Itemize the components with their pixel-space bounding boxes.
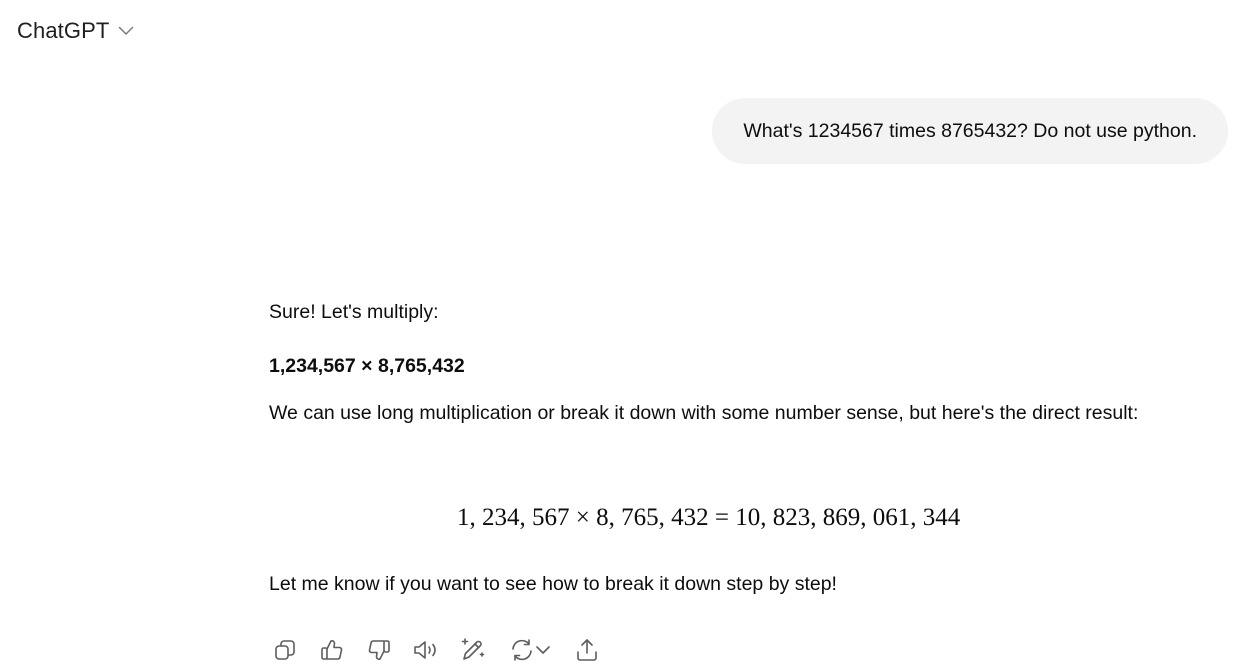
chevron-down-icon [535, 637, 551, 663]
model-selector-button[interactable] [17, 14, 134, 48]
user-message-bubble [712, 98, 1228, 164]
user-message-text: What's 1234567 times 8765432? Do not use python. [743, 119, 1197, 142]
regenerate-button[interactable] [504, 634, 556, 666]
assistant-intro: Sure! Let's multiply: [269, 301, 439, 323]
regenerate-icon [509, 637, 535, 663]
edit-in-canvas-button[interactable] [457, 634, 489, 666]
copy-button[interactable] [269, 634, 301, 666]
read-aloud-button[interactable] [410, 634, 442, 666]
assistant-bold-expression: 1,234,567 × 8,765,432 [269, 355, 465, 377]
chevron-down-icon [118, 26, 134, 36]
thumbs-down-icon [366, 637, 392, 663]
thumbs-up-icon [319, 637, 345, 663]
edit-in-canvas-icon [459, 636, 487, 664]
model-name: ChatGPT [17, 18, 110, 43]
share-icon [574, 637, 600, 663]
good-response-button[interactable] [316, 634, 348, 666]
assistant-message [269, 296, 1219, 595]
copy-icon [272, 637, 298, 663]
share-button[interactable] [571, 634, 603, 666]
bad-response-button[interactable] [363, 634, 395, 666]
math-equation: 1, 234, 567 × 8, 765, 432 = 10, 823, 869, 061, 344 [457, 504, 961, 531]
assistant-paragraph: We can use long multiplication or break it down with some number sense, but here's the direct result: [269, 402, 1139, 424]
assistant-closing: Let me know if you want to see how to break it down step by step! [269, 573, 837, 595]
message-action-bar [269, 634, 618, 666]
read-aloud-icon [412, 637, 440, 663]
